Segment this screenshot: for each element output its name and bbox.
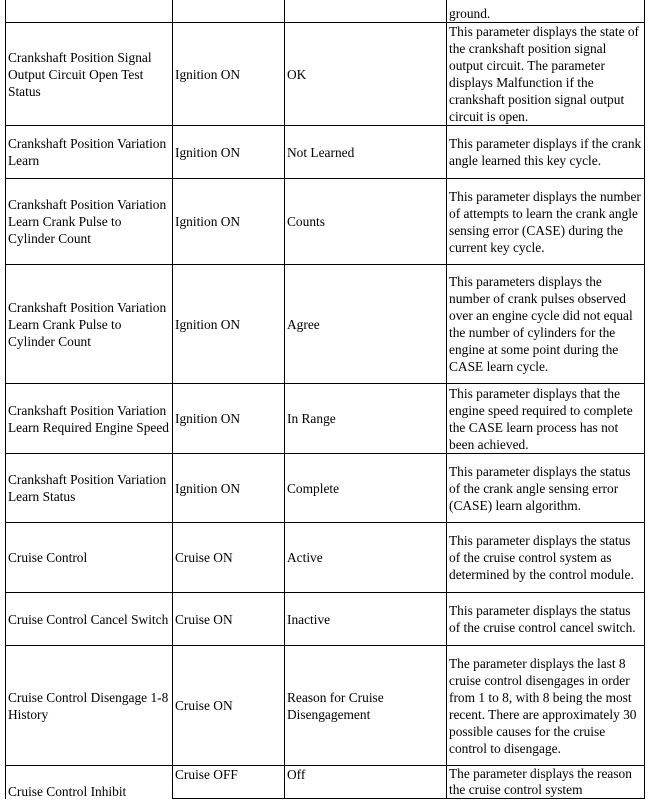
- parameter-cell: Crankshaft Position Variation Learn Status: [6, 454, 173, 523]
- table-row: [6, 265, 645, 384]
- condition-cell: Cruise OFF: [173, 766, 285, 799]
- condition-cell: Ignition ON: [173, 179, 285, 265]
- value-cell: In Range: [285, 384, 447, 454]
- condition-cell: Ignition ON: [173, 23, 285, 126]
- parameter-cell: [6, 0, 173, 23]
- value-cell: OK: [285, 23, 447, 126]
- description-cell: The parameter displays the reason the cruise control system: [447, 766, 645, 799]
- value-cell: Active: [285, 523, 447, 593]
- description-cell: The parameter displays the last 8 cruise control disengages in order from 1 to 8, with 8 being the most recent. There are approximately 30 possible causes for the cruise control to disengage.: [447, 646, 645, 766]
- table-row: [6, 0, 645, 23]
- parameter-cell: Cruise Control: [6, 523, 173, 593]
- value-cell: Inactive: [285, 593, 447, 646]
- parameter-text: Cruise Control Inhibit: [8, 784, 127, 799]
- parameter-cell: [6, 766, 173, 799]
- description-cell: This parameter displays that the engine speed required to complete the CASE learn process has not been achieved.: [447, 384, 645, 454]
- description-cell: This parameter displays the number of attempts to learn the crank angle sensing error (CASE) during the current key cycle.: [447, 179, 645, 265]
- table-row: [6, 523, 645, 593]
- condition-cell: Ignition ON: [173, 265, 285, 384]
- parameter-table: [5, 0, 645, 799]
- condition-cell: Cruise ON: [173, 593, 285, 646]
- condition-cell: [173, 0, 285, 23]
- condition-cell: Ignition ON: [173, 384, 285, 454]
- table-row: [6, 766, 645, 799]
- table-row: [6, 646, 645, 766]
- parameter-cell: Crankshaft Position Variation Learn Crank Pulse to Cylinder Count: [6, 179, 173, 265]
- condition-cell: Ignition ON: [173, 126, 285, 179]
- table-row: [6, 454, 645, 523]
- parameter-cell: Cruise Control Cancel Switch: [6, 593, 173, 646]
- value-cell: [285, 0, 447, 23]
- value-cell: Complete: [285, 454, 447, 523]
- condition-cell: Cruise ON: [173, 523, 285, 593]
- table-row: [6, 23, 645, 126]
- table-row: [6, 126, 645, 179]
- parameter-cell: Crankshaft Position Variation Learn: [6, 126, 173, 179]
- description-cell: This parameter displays the status of the cruise control cancel switch.: [447, 593, 645, 646]
- condition-cell: Ignition ON: [173, 454, 285, 523]
- description-cell: This parameter displays the status of the cruise control system as determined by the control module.: [447, 523, 645, 593]
- value-cell: Not Learned: [285, 126, 447, 179]
- value-cell: Off: [285, 766, 447, 799]
- value-cell: Agree: [285, 265, 447, 384]
- description-cell: This parameters displays the number of crank pulses observed over an engine cycle did not equal the number of cylinders for the engine at some point during the CASE learn cycle.: [447, 265, 645, 384]
- description-cell: This parameter displays the state of the crankshaft position signal output circuit. The parameter displays Malfunction if the crankshaft position signal output circuit is open.: [447, 23, 645, 126]
- parameter-cell: Crankshaft Position Signal Output Circuit Open Test Status: [6, 23, 173, 126]
- table-row: [6, 384, 645, 454]
- table-row: [6, 179, 645, 265]
- parameter-cell: Crankshaft Position Variation Learn Crank Pulse to Cylinder Count: [6, 265, 173, 384]
- parameter-cell: Crankshaft Position Variation Learn Required Engine Speed: [6, 384, 173, 454]
- value-cell: Counts: [285, 179, 447, 265]
- condition-cell: Cruise ON: [173, 646, 285, 766]
- description-cell: This parameter displays the status of the crank angle sensing error (CASE) learn algorithm.: [447, 454, 645, 523]
- description-cell: This parameter displays if the crank angle learned this key cycle.: [447, 126, 645, 179]
- parameter-cell: Cruise Control Disengage 1-8 History: [6, 646, 173, 766]
- value-cell: Reason for Cruise Disengagement: [285, 646, 447, 766]
- description-cell: ground.: [447, 0, 645, 23]
- table-row: [6, 593, 645, 646]
